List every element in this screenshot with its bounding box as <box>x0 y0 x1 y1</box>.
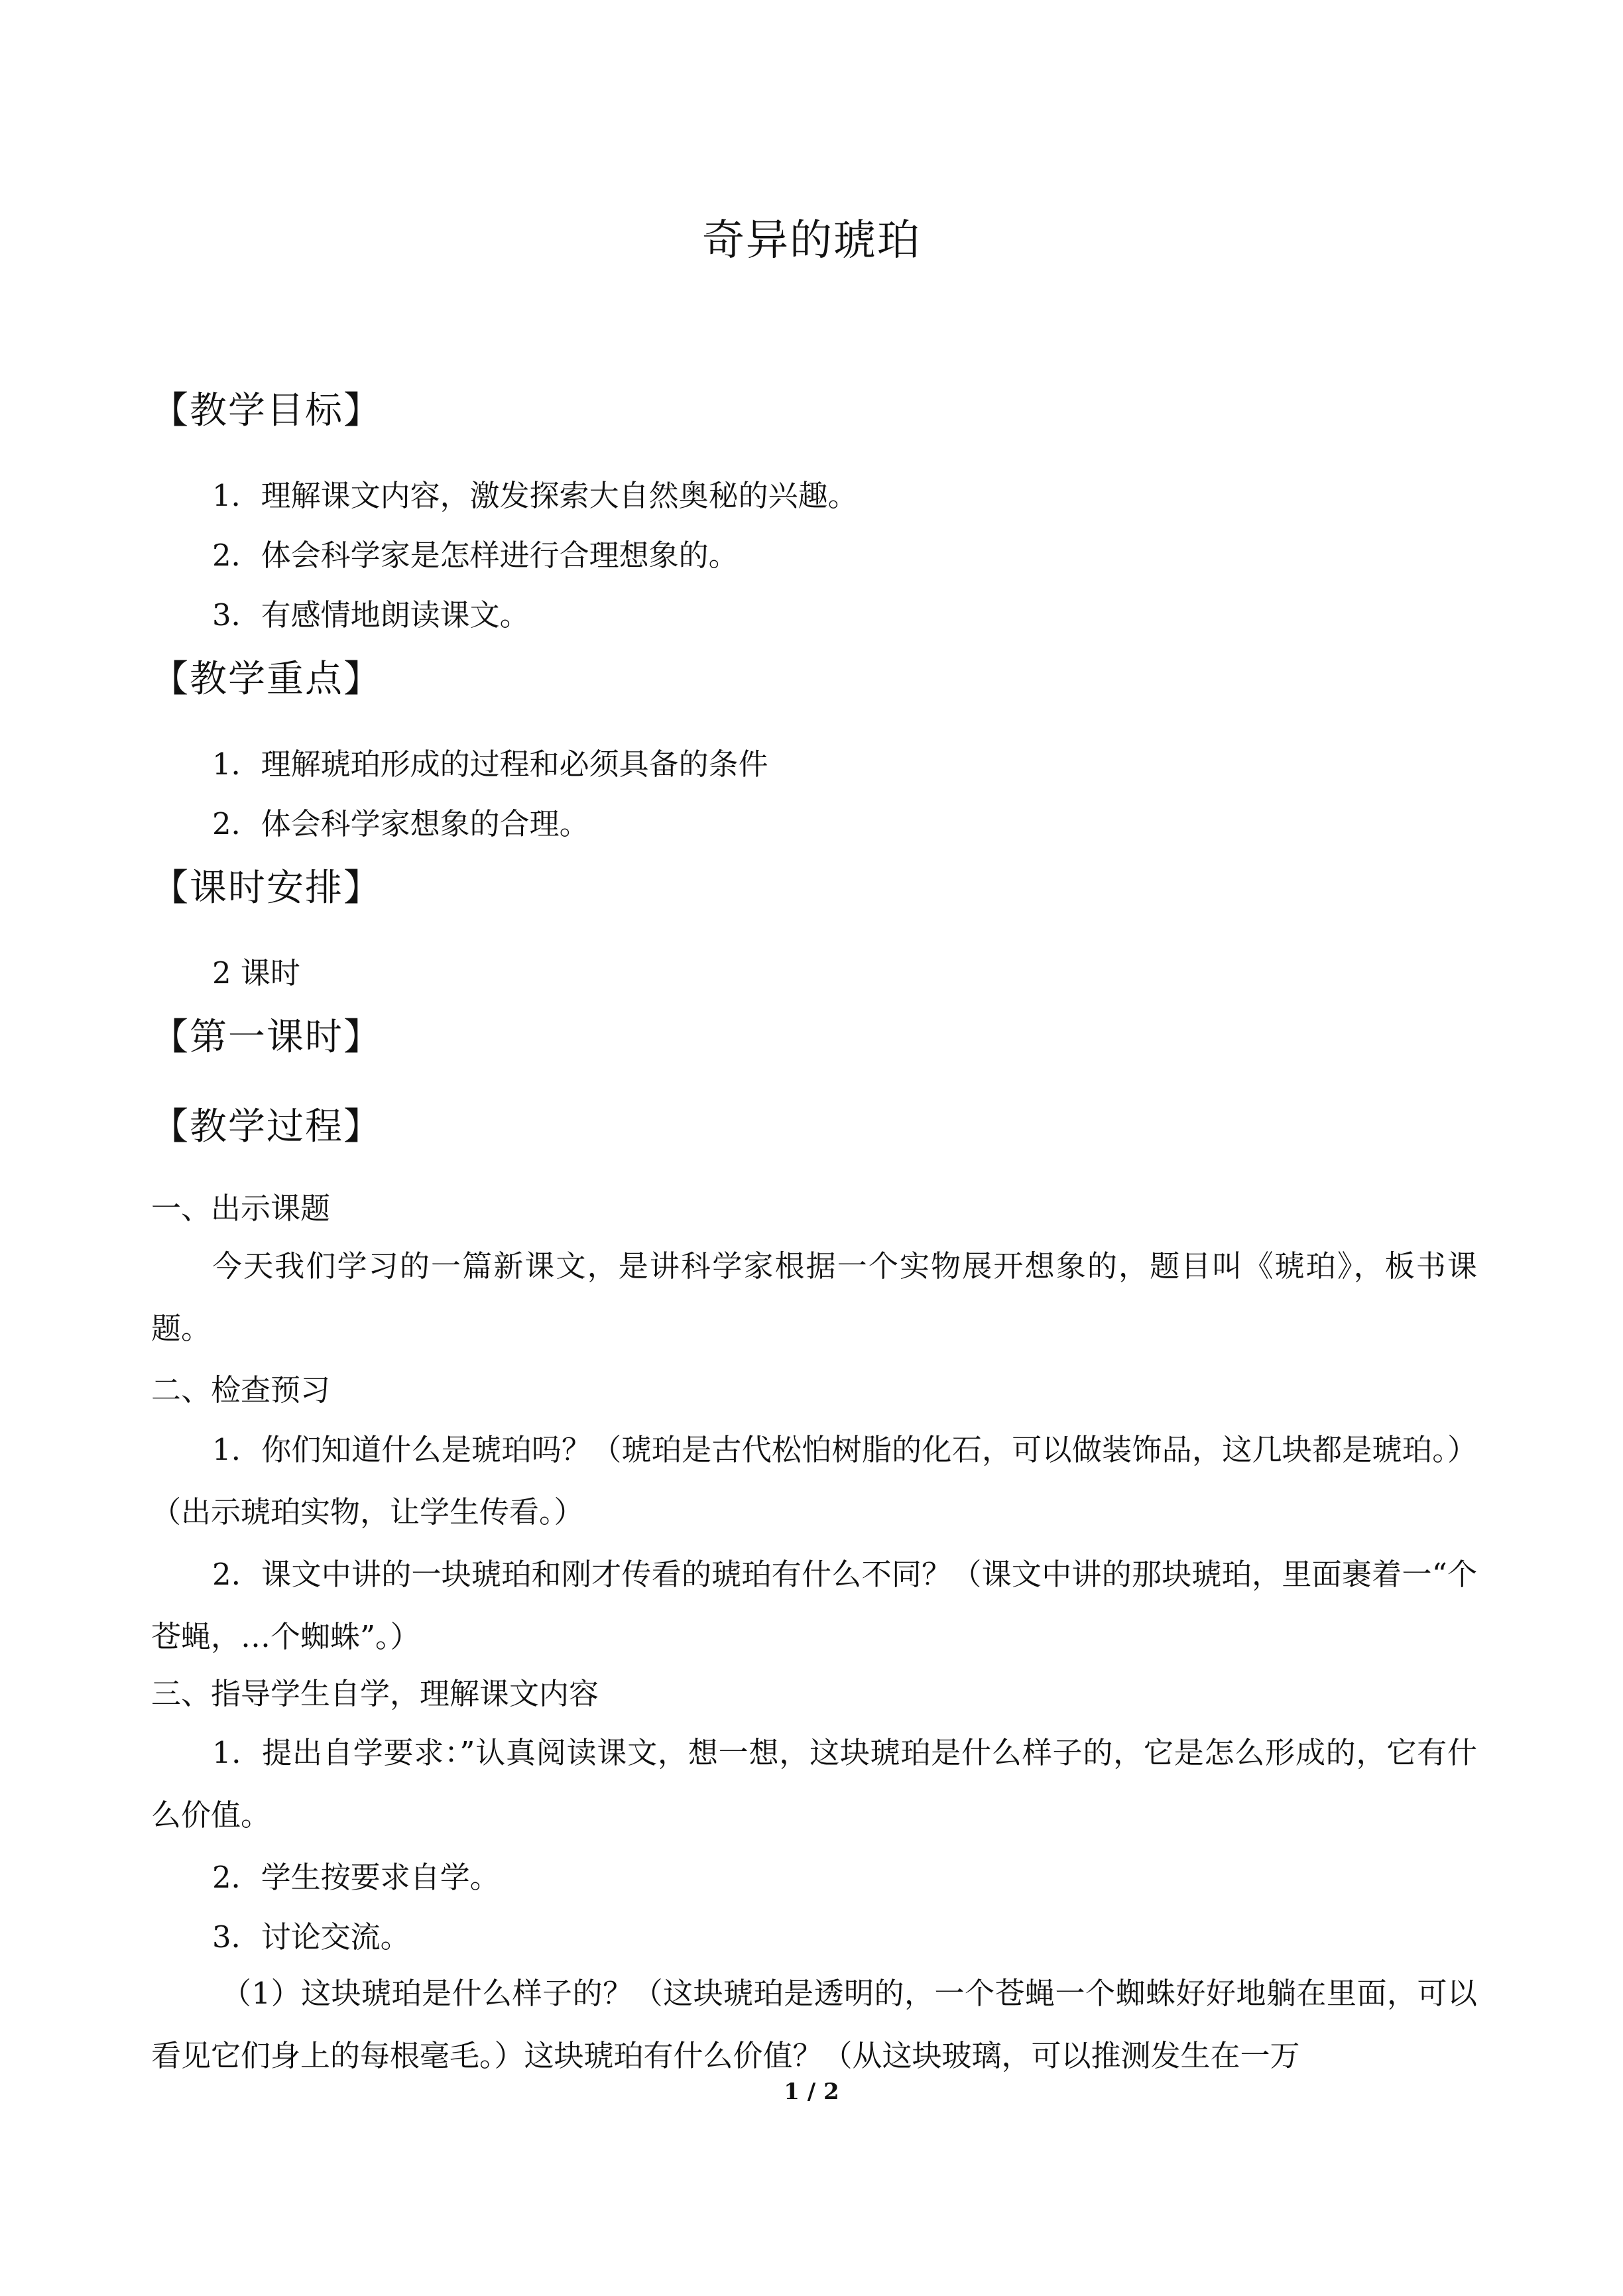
step-2-title: 二、检查预习 <box>151 1372 331 1408</box>
heading-teaching-process: 【教学过程】 <box>151 1105 382 1148</box>
key-point-item-2: 2．体会科学家想象的合理。 <box>212 806 589 841</box>
step-3-sub-item-1: （1）这块琥珀是什么样子的？（这块琥珀是透明的，一个苍蝇一个蜘蛛好好地躺在里面，可以看见它们身上的每根毫毛。）这块琥珀有什么价值？（从这块玻璃，可以推测发生在一万 <box>151 1976 1477 2073</box>
step-2-question-1: 1．你们知道什么是琥珀吗？（琥珀是古代松怕树脂的化石，可以做装饰品，这几块都是琥珀。）（出示琥珀实物，让学生传看。） <box>151 1432 1477 1530</box>
key-point-item-1: 1．理解琥珀形成的过程和必须具备的条件 <box>212 747 768 782</box>
heading-first-lesson: 【第一课时】 <box>151 1016 382 1059</box>
page-number: 1 / 2 <box>784 2079 839 2105</box>
objective-item-1: 1．理解课文内容，激发探索大自然奥秘的兴趣。 <box>212 478 858 513</box>
step-3-item-2: 2．学生按要求自学。 <box>212 1860 500 1895</box>
objective-item-2: 2．体会科学家是怎样进行合理想象的。 <box>212 538 739 573</box>
step-1-paragraph: 今天我们学习的一篇新课文，是讲科学家根据一个实物展开想象的，题目叫《琥珀》，板书课题。 <box>151 1248 1477 1346</box>
heading-teaching-key-points: 【教学重点】 <box>151 658 382 701</box>
step-3-item-3: 3．讨论交流。 <box>212 1919 410 1955</box>
heading-lesson-schedule: 【课时安排】 <box>151 867 382 910</box>
step-2-question-2: 2．课文中讲的一块琥珀和刚才传看的琥珀有什么不同？（课文中讲的那块琥珀，里面裹着一“个苍蝇，…个蜘蛛”。） <box>151 1557 1477 1654</box>
heading-teaching-objectives: 【教学目标】 <box>151 389 382 432</box>
step-3-item-1: 1．提出自学要求：”认真阅读课文，想一想，这块琥珀是什么样子的，它是怎么形成的，它有什么价值。 <box>151 1735 1477 1833</box>
lesson-count: 2 课时 <box>212 955 300 991</box>
step-1-title: 一、出示课题 <box>151 1191 331 1226</box>
objective-item-3: 3．有感情地朗读课文。 <box>212 597 530 633</box>
document-title: 奇异的琥珀 <box>702 216 921 265</box>
step-3-title: 三、指导学生自学，理解课文内容 <box>151 1676 599 1711</box>
